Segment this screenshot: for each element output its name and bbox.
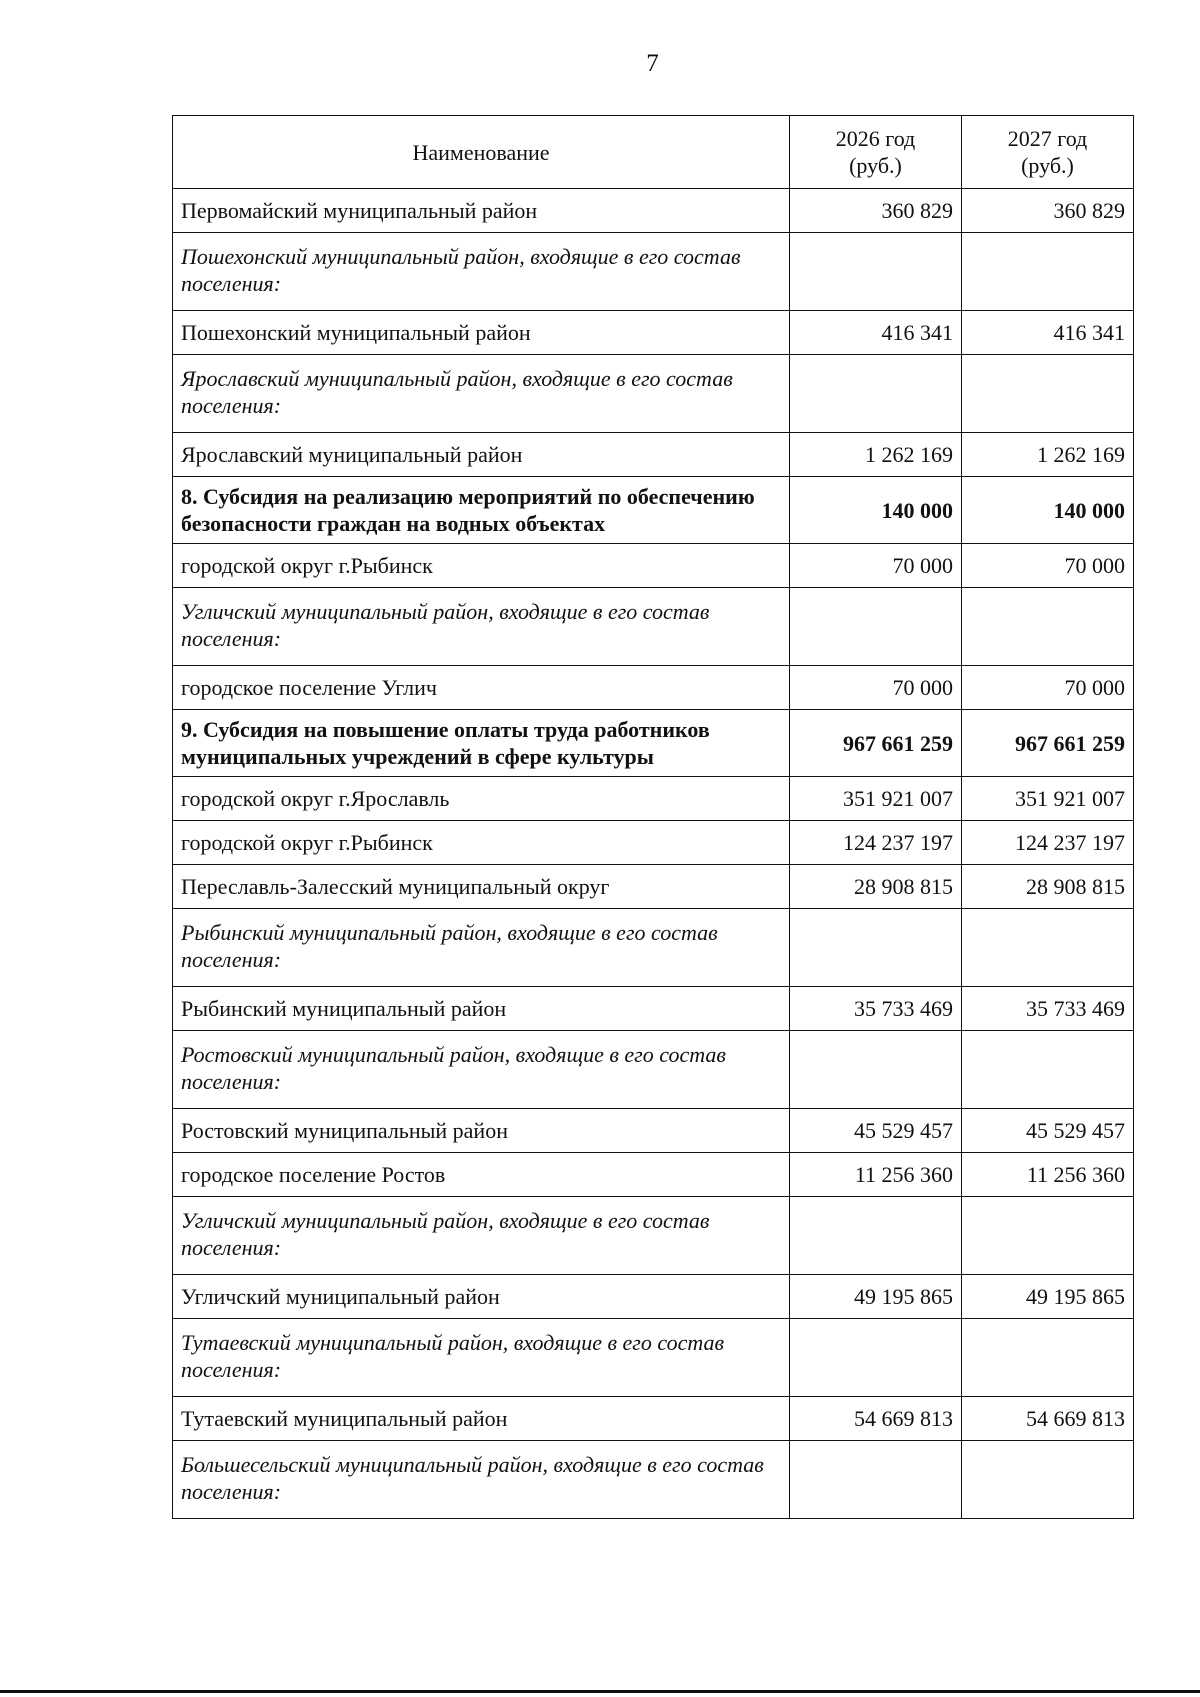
cell-2026	[790, 1441, 962, 1519]
cell-name: Ростовский муниципальный район	[173, 1109, 790, 1153]
cell-2027: 70 000	[962, 666, 1134, 710]
column-header-2026-year: 2026 год	[835, 126, 916, 151]
cell-name: Переславль-Залесский муниципальный округ	[173, 865, 790, 909]
cell-name: Тутаевский муниципальный район, входящие в его состав поселения:	[173, 1319, 790, 1397]
cell-2026: 11 256 360	[790, 1153, 962, 1197]
cell-2026: 967 661 259	[790, 710, 962, 777]
table-body	[173, 189, 1134, 1519]
cell-2027: 28 908 815	[962, 865, 1134, 909]
cell-2027: 35 733 469	[962, 987, 1134, 1031]
subsidy-table	[172, 115, 1134, 1519]
cell-2027	[962, 909, 1134, 987]
cell-2026: 70 000	[790, 666, 962, 710]
table-row	[173, 544, 1134, 588]
cell-2027: 70 000	[962, 544, 1134, 588]
section-row	[173, 710, 1134, 777]
cell-2026: 35 733 469	[790, 987, 962, 1031]
table-row	[173, 1275, 1134, 1319]
cell-2026: 28 908 815	[790, 865, 962, 909]
cell-name: Пошехонский муниципальный район, входящие в его состав поселения:	[173, 233, 790, 311]
cell-2026: 416 341	[790, 311, 962, 355]
table-row	[173, 311, 1134, 355]
cell-name: Рыбинский муниципальный район	[173, 987, 790, 1031]
cell-name: 8. Субсидия на реализацию мероприятий по обеспечению безопасности граждан на водных объектах	[173, 477, 790, 544]
cell-2027: 360 829	[962, 189, 1134, 233]
cell-2026	[790, 588, 962, 666]
cell-2027	[962, 1197, 1134, 1275]
group-note-row	[173, 233, 1134, 311]
column-header-2027	[962, 116, 1134, 189]
cell-2026: 140 000	[790, 477, 962, 544]
column-header-2027-unit: (руб.)	[1021, 153, 1074, 178]
column-header-2027-year: 2027 год	[1007, 126, 1088, 151]
cell-name: Угличский муниципальный район, входящие в его состав поселения:	[173, 588, 790, 666]
cell-2027: 54 669 813	[962, 1397, 1134, 1441]
section-row	[173, 477, 1134, 544]
cell-name: Ростовский муниципальный район, входящие в его состав поселения:	[173, 1031, 790, 1109]
group-note-row	[173, 1319, 1134, 1397]
cell-name: городской округ г.Рыбинск	[173, 821, 790, 865]
cell-2027: 11 256 360	[962, 1153, 1134, 1197]
group-note-row	[173, 355, 1134, 433]
table-row	[173, 777, 1134, 821]
column-header-2026-unit: (руб.)	[849, 153, 902, 178]
cell-2027	[962, 355, 1134, 433]
cell-2026	[790, 909, 962, 987]
cell-2027	[962, 233, 1134, 311]
group-note-row	[173, 588, 1134, 666]
cell-2026: 124 237 197	[790, 821, 962, 865]
group-note-row	[173, 909, 1134, 987]
cell-2026	[790, 355, 962, 433]
cell-2026	[790, 1197, 962, 1275]
cell-name: Первомайский муниципальный район	[173, 189, 790, 233]
column-header-name: Наименование	[173, 116, 790, 189]
cell-2027: 967 661 259	[962, 710, 1134, 777]
group-note-row	[173, 1031, 1134, 1109]
page-number: 7	[646, 50, 659, 77]
cell-2027: 1 262 169	[962, 433, 1134, 477]
table-row	[173, 1397, 1134, 1441]
cell-name: городское поселение Ростов	[173, 1153, 790, 1197]
group-note-row	[173, 1441, 1134, 1519]
cell-2026: 351 921 007	[790, 777, 962, 821]
cell-name: Угличский муниципальный район	[173, 1275, 790, 1319]
cell-2026: 70 000	[790, 544, 962, 588]
cell-name: Ярославский муниципальный район, входящие в его состав поселения:	[173, 355, 790, 433]
cell-name: городской округ г.Рыбинск	[173, 544, 790, 588]
cell-name: Ярославский муниципальный район	[173, 433, 790, 477]
cell-2026: 49 195 865	[790, 1275, 962, 1319]
cell-2026: 360 829	[790, 189, 962, 233]
page-bottom-rule	[0, 1690, 1200, 1693]
cell-2027: 45 529 457	[962, 1109, 1134, 1153]
table-row	[173, 987, 1134, 1031]
cell-name: городской округ г.Ярославль	[173, 777, 790, 821]
table-row	[173, 821, 1134, 865]
cell-2026: 1 262 169	[790, 433, 962, 477]
table-row	[173, 1109, 1134, 1153]
table-row	[173, 666, 1134, 710]
cell-name: Рыбинский муниципальный район, входящие в его состав поселения:	[173, 909, 790, 987]
cell-name: Большесельский муниципальный район, входящие в его состав поселения:	[173, 1441, 790, 1519]
table-row	[173, 433, 1134, 477]
cell-name: Угличский муниципальный район, входящие в его состав поселения:	[173, 1197, 790, 1275]
cell-2026	[790, 1031, 962, 1109]
cell-2027: 416 341	[962, 311, 1134, 355]
cell-2027: 124 237 197	[962, 821, 1134, 865]
cell-name: городское поселение Углич	[173, 666, 790, 710]
cell-2026	[790, 233, 962, 311]
table-row	[173, 1153, 1134, 1197]
cell-2027	[962, 1319, 1134, 1397]
cell-2027: 49 195 865	[962, 1275, 1134, 1319]
cell-2026: 54 669 813	[790, 1397, 962, 1441]
cell-2026: 45 529 457	[790, 1109, 962, 1153]
cell-2027: 140 000	[962, 477, 1134, 544]
table-header-row	[173, 116, 1134, 189]
cell-2027	[962, 588, 1134, 666]
cell-name: Тутаевский муниципальный район	[173, 1397, 790, 1441]
cell-2027	[962, 1031, 1134, 1109]
column-header-2026	[790, 116, 962, 189]
table-row	[173, 189, 1134, 233]
cell-name: Пошехонский муниципальный район	[173, 311, 790, 355]
cell-2027	[962, 1441, 1134, 1519]
group-note-row	[173, 1197, 1134, 1275]
table-row	[173, 865, 1134, 909]
cell-name: 9. Субсидия на повышение оплаты труда работников муниципальных учреждений в сфере культуры	[173, 710, 790, 777]
cell-2027: 351 921 007	[962, 777, 1134, 821]
cell-2026	[790, 1319, 962, 1397]
